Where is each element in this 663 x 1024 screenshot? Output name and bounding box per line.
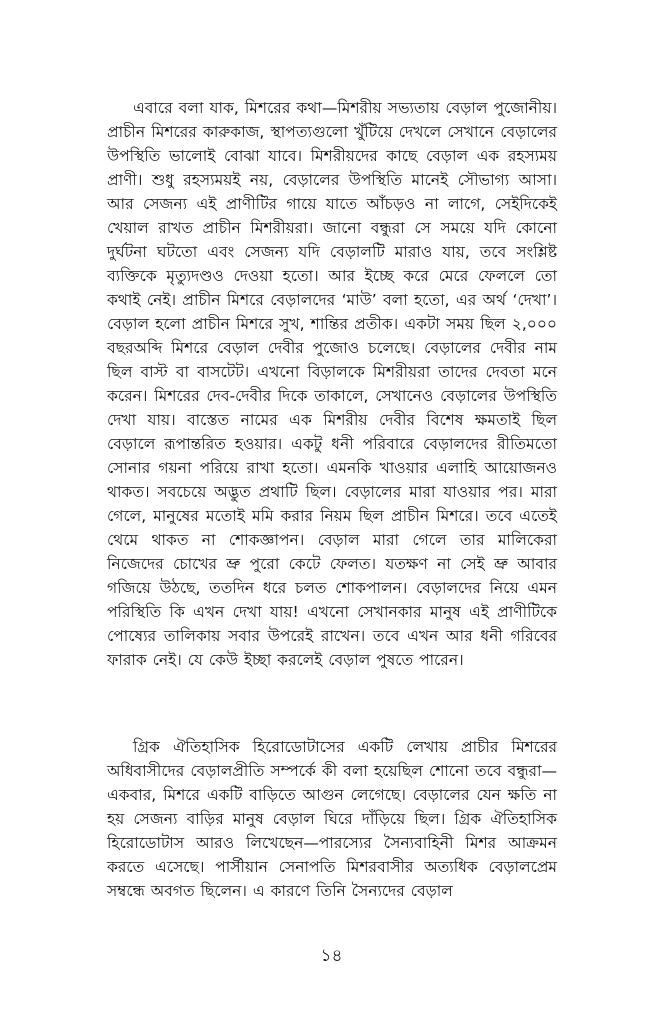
paragraph-1: এবারে বলা যাক, মিশরের কথা—মিশরীয় সভ্যতায় বেড়াল পুজোনীয়। প্রাচীন মিশরের কারুকাজ, স্থাপত্যগুলো খুঁটিয়ে দেখলে সেখানে বেড়ালের উপস্থিতি ভালোই বোঝা যাবে। মিশরীয়দের কাছে বেড়াল এক রহস্যময় প্রাণী। শুধু রহস্যময়ই নয়, বেড়ালের উপস্থিতি মানেই সৌভাগ্য আসা। আর সেজন্য এই প্রাণীটির গায়ে যাতে আঁচড়ও না লাগে, সেইদিকেই খেয়াল রাখত প্রাচীন মিশরীয়রা। জানো বন্ধুরা সে সময়ে যদি কোনো দুর্ঘটনা ঘটতো এবং সেজন্য যদি বেড়ালটি মারাও যায়, তবে সংশ্লিষ্ট ব্যক্তিকে মৃত্যুদণ্ডও দেওয়া হতো। আর ইচ্ছে করে মেরে ফেললে তো কথাই নেই। প্রাচীন মিশরে বেড়ালদের ‘মাউ’ বলা হতো, এর অর্থ ‘দেখা’। বেড়াল হলো প্রাচীন মিশরে সুখ, শান্তির প্রতীক। একটা সময় ছিল ২,০০০ বছরঅব্দি মিশরে বেড়াল দেবীর পুজোও চলেছে। বেড়ালের দেবীর নাম ছিল বাস্ট বা বাসটেট। এখনো বিড়ালকে মিশরীয়রা তাদের দেবতা মনে করেন। মিশরের দেব-দেবীর দিকে তাকালে, সেখানেও বেড়ালের উপস্থিতি দেখা যায়। বাস্তেত নামের এক মিশরীয় দেবীর বিশেষ ক্ষমতাই ছিল বেড়ালে রূপান্তরিত হওয়ার। একটু ধনী পরিবারে বেড়ালদের রীতিমতো সোনার গয়না পরিয়ে রাখা হতো। এমনকি খাওয়ার এলাহি আয়োজনও থাকত। সবচেয়ে অদ্ভুত প্রথাটি ছিল। বেড়ালের মারা যাওয়ার পর। মারা গেলে, মানুষের মতোই মমি করার নিয়ম ছিল প্রাচীন মিশরে। তবে এতেই থেমে থাকত না শোকজ্ঞাপন। বেড়াল মারা গেলে তার মালিকেরা নিজেদের চোখের ভ্রু পুরো কেটে ফেলত। যতক্ষণ না সেই ভ্রু আবার গজিয়ে উঠছে, ততদিন ধরে চলত শোকপালন। বেড়ালদের নিয়ে এমন পরিস্থিতি কি এখন দেখা যায়! এখনো সেখানকার মানুষ এই প্রাণীটিকে পোষ্যের তালিকায় সবার উপরেই রাখেন। তবে এখন আর ধনী গরিবের ফারাক নেই। যে কেউ ইচ্ছা করলেই বেড়াল পুষতে পারেন। bbox=[107, 99, 557, 669]
paragraph-2: গ্রিক ঐতিহাসিক হিরোডোটাসের একটি লেখায় প্রাচীর মিশরের অধিবাসীদের বেড়ালপ্রীতি সম্পর্কে কী বলা হয়েছিল শোনো তবে বন্ধুরা—একবার, মিশরে একটি বাড়িতে আগুন লেগেছে। বেড়ালের যেন ক্ষতি না হয় সেজন্য বাড়ির মানুষ বেড়াল ঘিরে দাঁড়িয়ে ছিল। গ্রিক ঐতিহাসিক হিরোডোটাস আরও লিখেছেন—পারস্যের সৈন্যবাহিনী মিশর আক্রমন করতে এসেছে। পার্সীয়ান সেনাপতি মিশরবাসীর অত্যধিক বেড়ালপ্রেম সম্বন্ধে অবগত ছিলেন। এ কারণে তিনি সৈন্যদের বেড়াল bbox=[107, 738, 557, 900]
page-number: ১৪ bbox=[320, 946, 343, 966]
body-text-block-2 bbox=[107, 735, 557, 903]
body-text-block-1 bbox=[107, 96, 557, 672]
